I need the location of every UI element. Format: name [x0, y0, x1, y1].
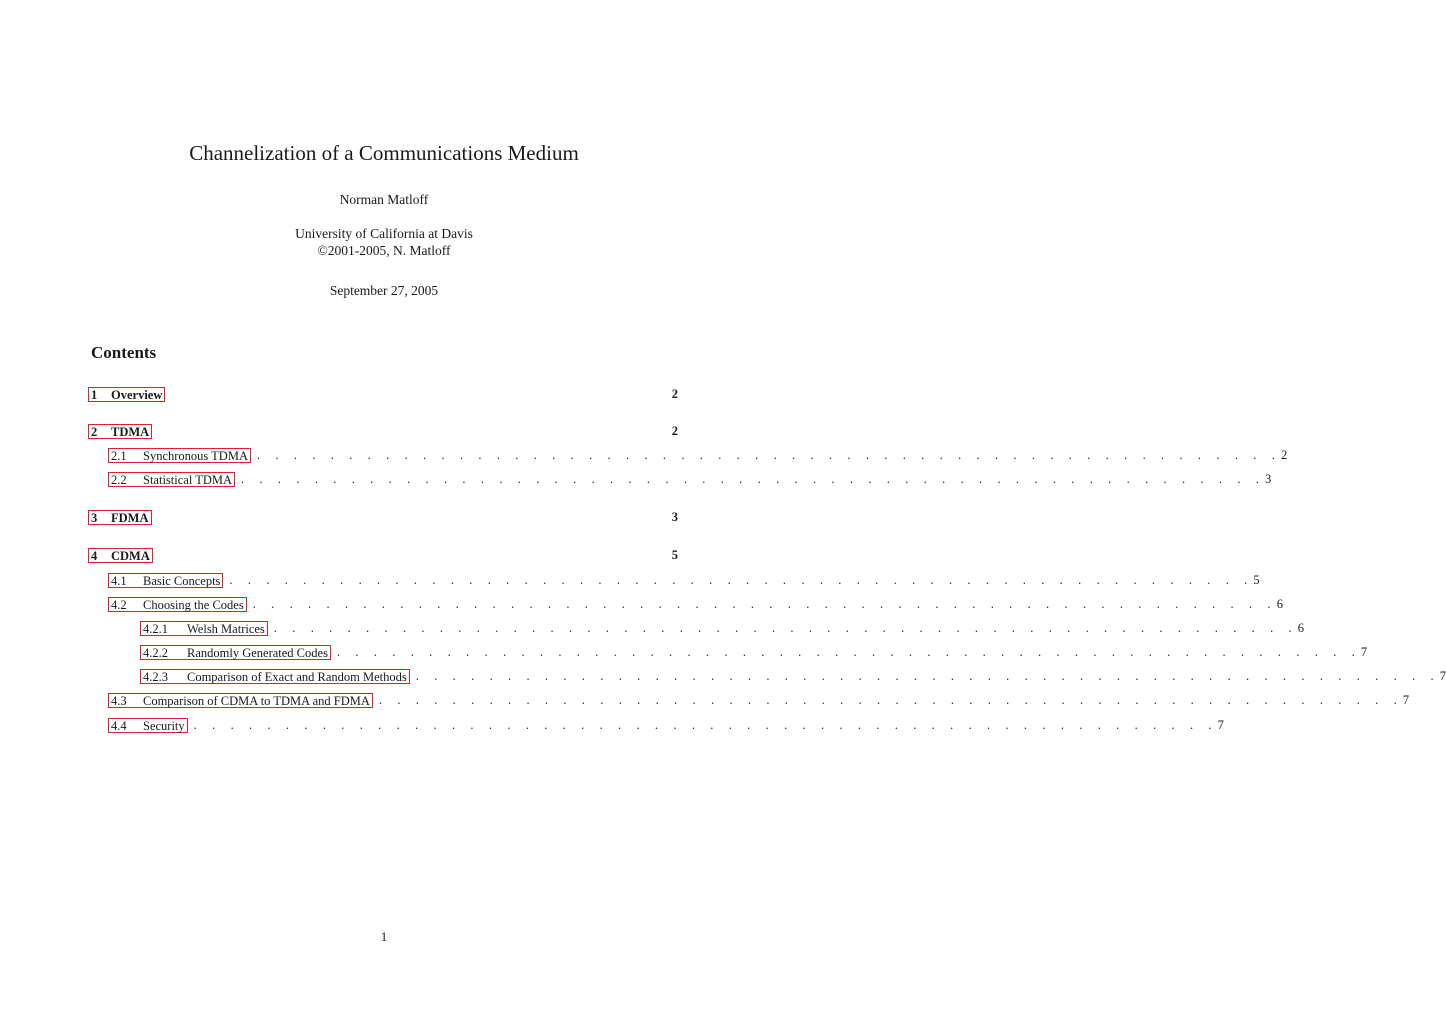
- toc-entry-randomly-generated-codes: [140, 642, 1368, 662]
- toc-label: Randomly Generated Codes: [187, 645, 328, 660]
- toc-number: 4: [91, 548, 98, 563]
- toc-page: 3: [671, 509, 678, 524]
- dot-leader: . . . . . . . . . . . . . . . . . . . . . . . . . . . . . . . . . . . . . . . . . . . . . . . . . . . . . . . .: [252, 596, 1277, 611]
- dot-leader: . . . . . . . . . . . . . . . . . . . . . . . . . . . . . . . . . . . . . . . . . . . . . . . . . . . . . . . .: [415, 668, 1440, 683]
- toc-page: 7: [1439, 668, 1446, 683]
- toc-page: 2: [1280, 447, 1288, 462]
- toc-link-randomly-generated-codes[interactable]: [140, 645, 331, 660]
- toc-entry-welsh-matrices: [140, 618, 1305, 638]
- toc-link-cdma[interactable]: [88, 548, 153, 563]
- dot-leader: . . . . . . . . . . . . . . . . . . . . . . . . . . . . . . . . . . . . . . . . . . . . . . . . . . . . . . . .: [241, 471, 1265, 486]
- date: September 27, 2005: [329, 283, 439, 298]
- dot-leader: . . . . . . . . . . . . . . . . . . . . . . . . . . . . . . . . . . . . . . . . . . . . . . . . . . . . . . . .: [256, 447, 1281, 462]
- toc-page: 5: [671, 547, 678, 562]
- toc-number: 2.2: [111, 472, 127, 487]
- toc-number: 2: [91, 424, 98, 439]
- toc-entry-comparison-exact-random: [140, 666, 1446, 686]
- toc-entry-overview: [88, 384, 678, 404]
- toc-entry-synchronous-tdma: [108, 445, 1288, 465]
- affiliation: University of California at Davis: [295, 226, 473, 241]
- toc-label: FDMA: [111, 510, 149, 525]
- toc-label: Security: [143, 718, 185, 733]
- toc-entry-security: [108, 715, 1224, 735]
- toc-page: 6: [1276, 596, 1283, 611]
- toc-label: Welsh Matrices: [187, 621, 265, 636]
- toc-page: 2: [671, 423, 678, 438]
- toc-entry-choosing-the-codes: [108, 594, 1283, 614]
- toc-label: TDMA: [111, 424, 150, 439]
- toc-number: 3: [91, 510, 98, 525]
- dot-leader: . . . . . . . . . . . . . . . . . . . . . . . . . . . . . . . . . . . . . . . . . . . . . . . . . . . . . . . .: [273, 620, 1298, 635]
- toc-number: 4.2.3: [143, 669, 168, 684]
- toc-link-tdma[interactable]: [88, 424, 152, 439]
- document-title: Channelization of a Communications Medium: [189, 141, 579, 165]
- toc-page: 7: [1217, 717, 1224, 732]
- toc-link-comparison-cdma[interactable]: [108, 693, 373, 708]
- toc-number: 4.1: [111, 573, 127, 588]
- toc-label: Synchronous TDMA: [143, 448, 248, 463]
- toc-number: 4.2.1: [143, 621, 168, 636]
- toc-page: 2: [671, 386, 678, 401]
- toc-link-choosing-the-codes[interactable]: [108, 597, 247, 612]
- toc-link-synchronous-tdma[interactable]: [108, 448, 251, 463]
- toc-number: 4.3: [111, 693, 127, 708]
- toc-page: 6: [1297, 620, 1305, 635]
- toc-label: Choosing the Codes: [143, 597, 244, 612]
- toc-link-basic-concepts[interactable]: [108, 573, 223, 588]
- toc-link-overview[interactable]: [88, 387, 165, 402]
- toc-number: 4.2: [111, 597, 127, 612]
- toc-page: 3: [1265, 471, 1272, 486]
- toc-label: Overview: [111, 387, 163, 402]
- toc-number: 2.1: [111, 448, 127, 463]
- page-number: 1: [380, 929, 388, 944]
- dot-leader: . . . . . . . . . . . . . . . . . . . . . . . . . . . . . . . . . . . . . . . . . . . . . . . . . . . . . . . .: [378, 692, 1403, 707]
- toc-entry-comparison-cdma: [108, 690, 1410, 710]
- toc-entry-tdma: [88, 421, 678, 441]
- toc-page: 7: [1402, 692, 1410, 707]
- toc-entry-statistical-tdma: [108, 469, 1272, 489]
- copyright: ©2001-2005, N. Matloff: [317, 243, 451, 258]
- toc-entry-basic-concepts: [108, 570, 1260, 590]
- contents-heading: Contents: [91, 343, 157, 362]
- toc-label: Comparison of CDMA to TDMA and FDMA: [143, 693, 370, 708]
- author: Norman Matloff: [339, 192, 429, 207]
- toc-page: 5: [1253, 572, 1260, 587]
- toc-number: 4.2.2: [143, 645, 168, 660]
- toc-link-comparison-exact-random[interactable]: [140, 669, 410, 684]
- dot-leader: . . . . . . . . . . . . . . . . . . . . . . . . . . . . . . . . . . . . . . . . . . . . . . . . . . . . . . . .: [336, 644, 1361, 659]
- toc-entry-cdma: [88, 545, 678, 565]
- toc-link-fdma[interactable]: [88, 510, 152, 525]
- dot-leader: . . . . . . . . . . . . . . . . . . . . . . . . . . . . . . . . . . . . . . . . . . . . . . . . . . . . . . . .: [229, 572, 1254, 587]
- toc-entry-fdma: [88, 507, 678, 527]
- toc-link-security[interactable]: [108, 718, 188, 733]
- toc-link-statistical-tdma[interactable]: [108, 472, 235, 487]
- toc-label: CDMA: [111, 548, 150, 563]
- toc-label: Comparison of Exact and Random Methods: [187, 669, 407, 684]
- toc-number: 1: [91, 387, 98, 402]
- dot-leader: . . . . . . . . . . . . . . . . . . . . . . . . . . . . . . . . . . . . . . . . . . . . . . . . . . . . . . . .: [193, 717, 1218, 732]
- toc-number: 4.4: [111, 718, 127, 733]
- toc-label: Basic Concepts: [143, 573, 221, 588]
- toc-link-welsh-matrices[interactable]: [140, 621, 268, 636]
- toc-page: 7: [1360, 644, 1368, 659]
- toc-label: Statistical TDMA: [143, 472, 233, 487]
